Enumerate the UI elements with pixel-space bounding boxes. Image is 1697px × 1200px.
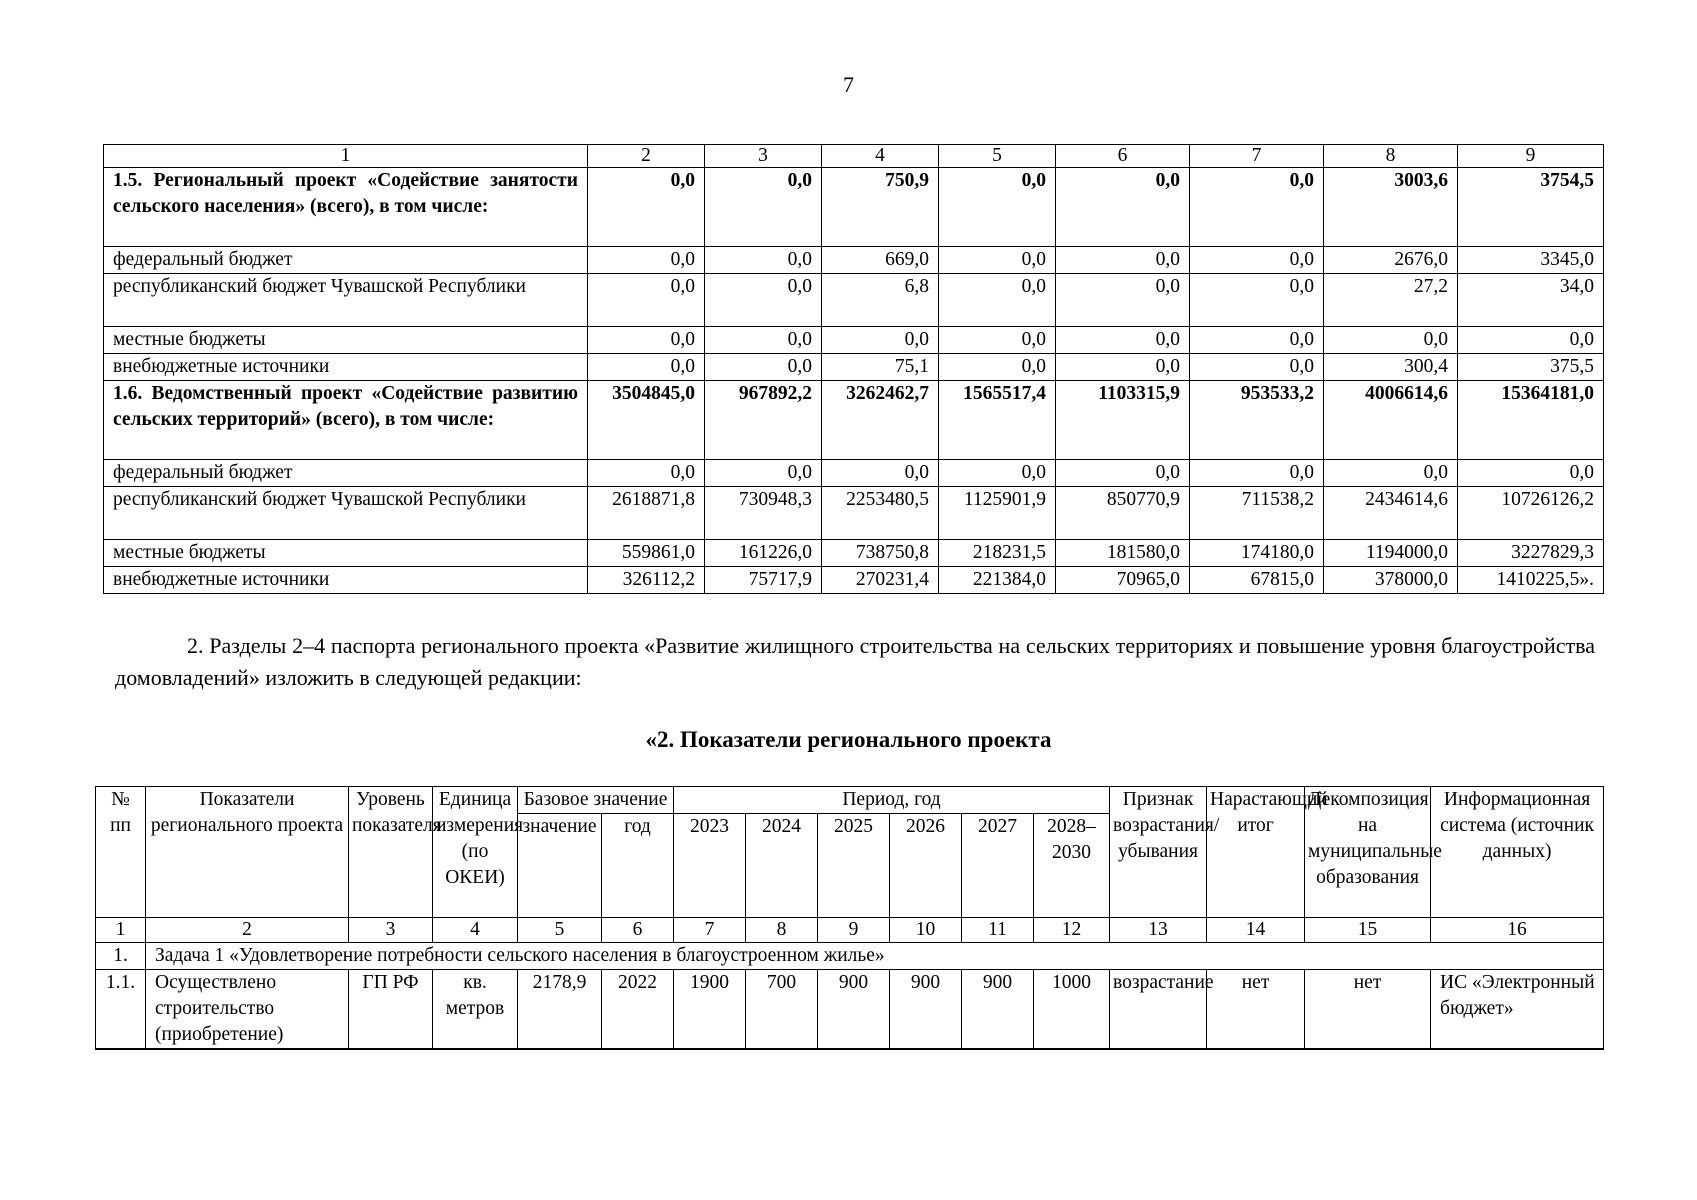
value-cell: 0,0 bbox=[1056, 247, 1190, 274]
value-cell: 0,0 bbox=[1056, 354, 1190, 381]
indicator-year-value: 1900 bbox=[674, 970, 746, 1050]
column-number: 9 bbox=[1458, 145, 1604, 168]
value-cell: 0,0 bbox=[705, 327, 822, 354]
value-cell: 850770,9 bbox=[1056, 487, 1190, 540]
row-label: внебюджетные источники bbox=[104, 567, 588, 594]
indicator-row bbox=[96, 970, 1604, 1050]
value-cell: 2434614,6 bbox=[1324, 487, 1458, 540]
value-cell: 1194000,0 bbox=[1324, 540, 1458, 567]
value-cell: 0,0 bbox=[1190, 168, 1324, 247]
value-cell: 0,0 bbox=[1458, 327, 1604, 354]
column-number: 11 bbox=[962, 918, 1034, 943]
value-cell: 3262462,7 bbox=[822, 381, 939, 460]
value-cell: 750,9 bbox=[822, 168, 939, 247]
indicator-year-value: 1000 bbox=[1034, 970, 1110, 1050]
budget-row bbox=[104, 274, 1604, 327]
value-cell: 711538,2 bbox=[1190, 487, 1324, 540]
header-name: Показатели регионального проекта bbox=[146, 787, 349, 918]
column-number: 10 bbox=[890, 918, 962, 943]
header-year: 2026 bbox=[890, 814, 962, 918]
column-number: 2 bbox=[146, 918, 349, 943]
column-number: 6 bbox=[602, 918, 674, 943]
column-number: 13 bbox=[1110, 918, 1207, 943]
column-number: 2 bbox=[588, 145, 705, 168]
row-label: республиканский бюджет Чувашской Республики bbox=[104, 274, 588, 327]
header-unit: Единица измерения (по ОКЕИ) bbox=[433, 787, 518, 918]
header-sign: Признак возрастания/ убывания bbox=[1110, 787, 1207, 918]
value-cell: 300,4 bbox=[1324, 354, 1458, 381]
value-cell: 378000,0 bbox=[1324, 567, 1458, 594]
row-label: 1.5. Региональный проект «Содействие занятости сельского населения» (всего), в том числе: bbox=[104, 168, 588, 247]
indicator-cumulative: нет bbox=[1207, 970, 1305, 1050]
column-number: 4 bbox=[433, 918, 518, 943]
value-cell: 0,0 bbox=[939, 274, 1056, 327]
header-num: № пп bbox=[96, 787, 146, 918]
header-base-year: год bbox=[602, 814, 674, 918]
value-cell: 730948,3 bbox=[705, 487, 822, 540]
value-cell: 4006614,6 bbox=[1324, 381, 1458, 460]
header-info-system: Информационная система (источник данных) bbox=[1431, 787, 1604, 918]
value-cell: 3227829,3 bbox=[1458, 540, 1604, 567]
column-number: 4 bbox=[822, 145, 939, 168]
value-cell: 0,0 bbox=[939, 460, 1056, 487]
value-cell: 3345,0 bbox=[1458, 247, 1604, 274]
indicator-num: 1.1. bbox=[96, 970, 146, 1050]
row-label: федеральный бюджет bbox=[104, 460, 588, 487]
indicators-table bbox=[95, 786, 1604, 1050]
section-title: «2. Показатели регионального проекта bbox=[645, 727, 1052, 752]
header-year: 2023 bbox=[674, 814, 746, 918]
value-cell: 0,0 bbox=[1190, 354, 1324, 381]
value-cell: 3754,5 bbox=[1458, 168, 1604, 247]
value-cell: 375,5 bbox=[1458, 354, 1604, 381]
value-cell: 738750,8 bbox=[822, 540, 939, 567]
value-cell: 0,0 bbox=[939, 327, 1056, 354]
value-cell: 559861,0 bbox=[588, 540, 705, 567]
section-row bbox=[104, 381, 1604, 460]
column-number: 5 bbox=[518, 918, 602, 943]
task-text: Задача 1 «Удовлетворение потребности сельского населения в благоустроенном жилье» bbox=[146, 943, 1604, 970]
column-number: 5 bbox=[939, 145, 1056, 168]
value-cell: 0,0 bbox=[705, 460, 822, 487]
value-cell: 0,0 bbox=[822, 460, 939, 487]
value-cell: 0,0 bbox=[588, 327, 705, 354]
column-number: 3 bbox=[349, 918, 433, 943]
column-number: 3 bbox=[705, 145, 822, 168]
column-number: 6 bbox=[1056, 145, 1190, 168]
header-year: 2024 bbox=[746, 814, 818, 918]
value-cell: 0,0 bbox=[588, 247, 705, 274]
value-cell: 0,0 bbox=[705, 274, 822, 327]
value-cell: 70965,0 bbox=[1056, 567, 1190, 594]
value-cell: 0,0 bbox=[1190, 327, 1324, 354]
value-cell: 2253480,5 bbox=[822, 487, 939, 540]
value-cell: 0,0 bbox=[939, 247, 1056, 274]
indicator-year-value: 900 bbox=[890, 970, 962, 1050]
value-cell: 1103315,9 bbox=[1056, 381, 1190, 460]
column-number: 8 bbox=[1324, 145, 1458, 168]
column-number: 9 bbox=[818, 918, 890, 943]
header-decomposition: Декомпозиция на муниципальные образования bbox=[1305, 787, 1431, 918]
row-label: республиканский бюджет Чувашской Республики bbox=[104, 487, 588, 540]
header-base-value: значение bbox=[518, 814, 602, 918]
value-cell: 0,0 bbox=[1458, 460, 1604, 487]
value-cell: 3003,6 bbox=[1324, 168, 1458, 247]
indicator-base-year: 2022 bbox=[602, 970, 674, 1050]
value-cell: 0,0 bbox=[1324, 327, 1458, 354]
value-cell: 1125901,9 bbox=[939, 487, 1056, 540]
budget-row bbox=[104, 327, 1604, 354]
budget-row bbox=[104, 540, 1604, 567]
value-cell: 67815,0 bbox=[1190, 567, 1324, 594]
row-label: местные бюджеты bbox=[104, 540, 588, 567]
column-number: 15 bbox=[1305, 918, 1431, 943]
indicator-info-system: ИС «Электронный бюджет» bbox=[1431, 970, 1604, 1050]
indicator-year-value: 700 bbox=[746, 970, 818, 1050]
header-base: Базовое значение bbox=[518, 787, 674, 814]
column-number: 14 bbox=[1207, 918, 1305, 943]
header-cumulative: Нарастающий итог bbox=[1207, 787, 1305, 918]
indicator-name: Осуществлено строительство (приобретение) bbox=[146, 970, 349, 1050]
value-cell: 953533,2 bbox=[1190, 381, 1324, 460]
header-year: 2027 bbox=[962, 814, 1034, 918]
finance-table bbox=[103, 144, 1604, 594]
header-level: Уровень показателя bbox=[349, 787, 433, 918]
header-year: 2028–2030 bbox=[1034, 814, 1110, 918]
value-cell: 0,0 bbox=[1190, 460, 1324, 487]
indicator-year-value: 900 bbox=[962, 970, 1034, 1050]
value-cell: 15364181,0 bbox=[1458, 381, 1604, 460]
row-label: внебюджетные источники bbox=[104, 354, 588, 381]
value-cell: 0,0 bbox=[939, 354, 1056, 381]
value-cell: 967892,2 bbox=[705, 381, 822, 460]
value-cell: 270231,4 bbox=[822, 567, 939, 594]
column-number: 1 bbox=[104, 145, 588, 168]
value-cell: 75717,9 bbox=[705, 567, 822, 594]
value-cell: 0,0 bbox=[1190, 247, 1324, 274]
value-cell: 6,8 bbox=[822, 274, 939, 327]
value-cell: 75,1 bbox=[822, 354, 939, 381]
page-number: 7 bbox=[843, 72, 854, 97]
column-number: 1 bbox=[96, 918, 146, 943]
task-number: 1. bbox=[96, 943, 146, 970]
budget-row bbox=[104, 487, 1604, 540]
value-cell: 0,0 bbox=[1056, 274, 1190, 327]
value-cell: 0,0 bbox=[1056, 327, 1190, 354]
value-cell: 1410225,5». bbox=[1458, 567, 1604, 594]
value-cell: 669,0 bbox=[822, 247, 939, 274]
value-cell: 3504845,0 bbox=[588, 381, 705, 460]
indicator-level: ГП РФ bbox=[349, 970, 433, 1050]
value-cell: 0,0 bbox=[939, 168, 1056, 247]
header-period: Период, год bbox=[674, 787, 1110, 814]
budget-row bbox=[104, 354, 1604, 381]
value-cell: 174180,0 bbox=[1190, 540, 1324, 567]
instruction-paragraph: 2. Разделы 2–4 паспорта регионального проекта «Развитие жилищного строительства на сельских территориях и повышение уровня благоустройства домовладений» изложить в следующей редакции: bbox=[115, 633, 1595, 690]
value-cell: 218231,5 bbox=[939, 540, 1056, 567]
value-cell: 0,0 bbox=[705, 168, 822, 247]
row-label: местные бюджеты bbox=[104, 327, 588, 354]
row-label: 1.6. Ведомственный проект «Содействие развитию сельских территорий» (всего), в том числе: bbox=[104, 381, 588, 460]
value-cell: 0,0 bbox=[588, 168, 705, 247]
value-cell: 0,0 bbox=[588, 274, 705, 327]
column-number-row bbox=[96, 918, 1604, 943]
value-cell: 161226,0 bbox=[705, 540, 822, 567]
column-number: 8 bbox=[746, 918, 818, 943]
value-cell: 0,0 bbox=[705, 354, 822, 381]
indicator-base-value: 2178,9 bbox=[518, 970, 602, 1050]
column-number-row bbox=[104, 145, 1604, 168]
indicator-unit: кв. метров bbox=[433, 970, 518, 1050]
value-cell: 27,2 bbox=[1324, 274, 1458, 327]
budget-row bbox=[104, 247, 1604, 274]
value-cell: 0,0 bbox=[705, 247, 822, 274]
indicator-decomposition: нет bbox=[1305, 970, 1431, 1050]
header-year: 2025 bbox=[818, 814, 890, 918]
column-number: 12 bbox=[1034, 918, 1110, 943]
value-cell: 0,0 bbox=[1324, 460, 1458, 487]
value-cell: 326112,2 bbox=[588, 567, 705, 594]
value-cell: 0,0 bbox=[1056, 460, 1190, 487]
section-row bbox=[104, 168, 1604, 247]
indicator-year-value: 900 bbox=[818, 970, 890, 1050]
column-number: 7 bbox=[674, 918, 746, 943]
value-cell: 0,0 bbox=[1190, 274, 1324, 327]
value-cell: 0,0 bbox=[822, 327, 939, 354]
indicator-sign: возрастание bbox=[1110, 970, 1207, 1050]
value-cell: 221384,0 bbox=[939, 567, 1056, 594]
value-cell: 0,0 bbox=[1056, 168, 1190, 247]
value-cell: 1565517,4 bbox=[939, 381, 1056, 460]
budget-row bbox=[104, 567, 1604, 594]
value-cell: 0,0 bbox=[588, 460, 705, 487]
row-label: федеральный бюджет bbox=[104, 247, 588, 274]
value-cell: 0,0 bbox=[588, 354, 705, 381]
budget-row bbox=[104, 460, 1604, 487]
column-number: 7 bbox=[1190, 145, 1324, 168]
column-number: 16 bbox=[1431, 918, 1604, 943]
value-cell: 181580,0 bbox=[1056, 540, 1190, 567]
task-row bbox=[96, 943, 1604, 970]
value-cell: 10726126,2 bbox=[1458, 487, 1604, 540]
value-cell: 34,0 bbox=[1458, 274, 1604, 327]
value-cell: 2676,0 bbox=[1324, 247, 1458, 274]
value-cell: 2618871,8 bbox=[588, 487, 705, 540]
